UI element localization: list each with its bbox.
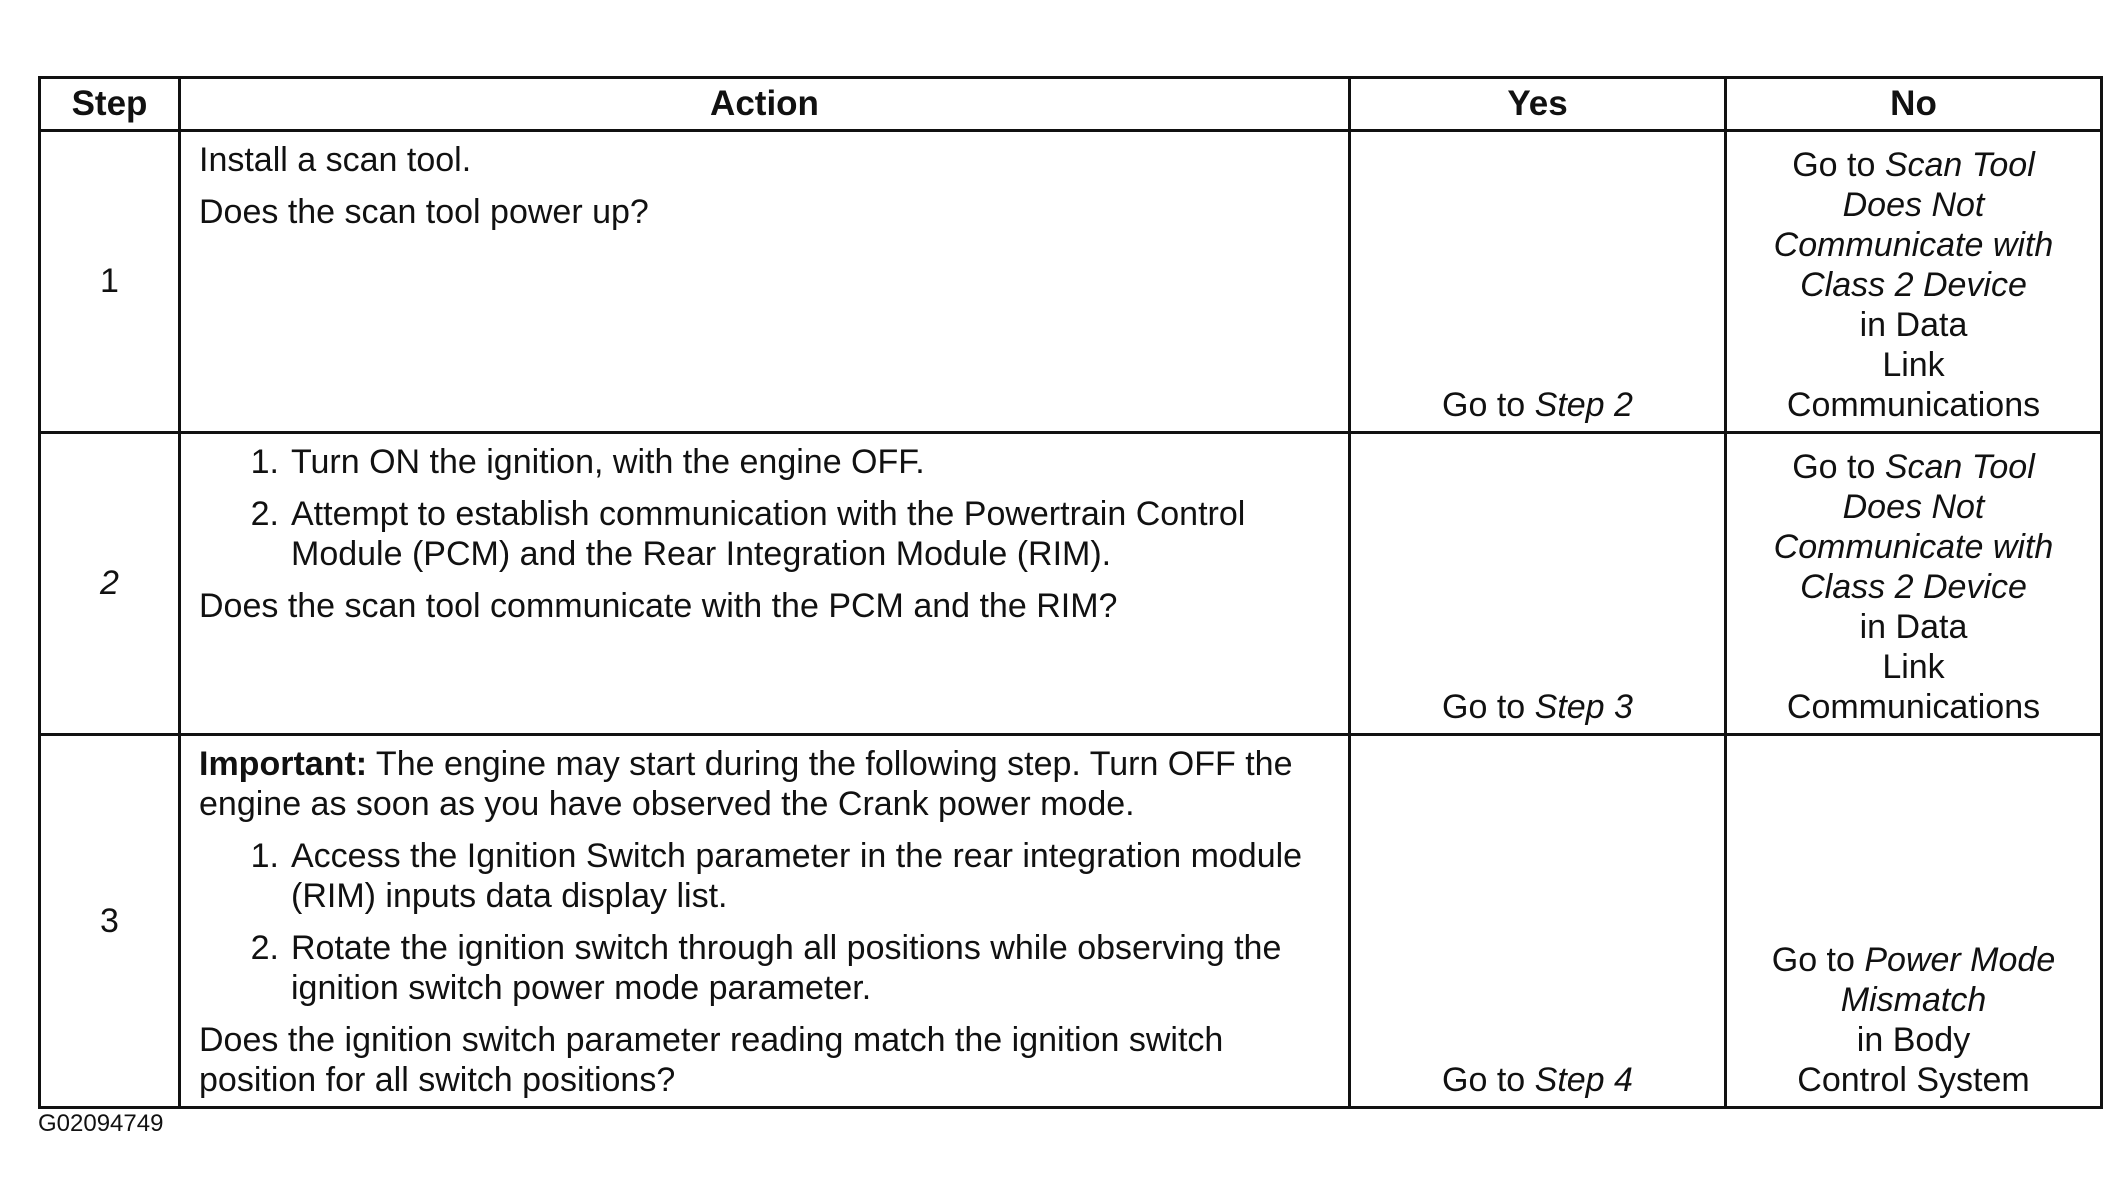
list-text: Rotate the ignition switch through all positions while observing the ignition switch power mode parameter. [291,929,1282,1007]
list-text: Attempt to establish communication with the Powertrain Control Module (PCM) and the Rear Integration Module (RIM). [291,495,1246,573]
action-question: Does the scan tool communicate with the PCM and the RIM? [199,587,1118,625]
no-suffix-line: Link [1882,346,1945,384]
no-prefix: Go to [1792,448,1885,486]
action-cell [180,735,1350,1108]
header-no: No [1726,78,2102,131]
no-ref-line: Scan Tool [1884,146,2035,184]
no-suffix-line: Communications [1786,688,2041,726]
yes-prefix: Go to [1442,1061,1535,1099]
list-item [199,494,1332,574]
no-ref-line: Does Not [1842,186,1985,224]
action-numbered-list [199,836,1332,1008]
no-ref-line: Power Mode [1864,941,2056,979]
important-text: The engine may start during the following step. Turn OFF the engine as soon as you have observed the Crank power mode. [199,745,1293,823]
no-cell [1726,433,2102,735]
no-prefix: Go to [1771,941,1865,979]
table-row [40,735,2102,1108]
step-number: 1 [40,131,180,433]
header-yes: Yes [1350,78,1726,131]
list-item [199,442,1332,482]
step-number: 3 [40,735,180,1108]
no-suffix-line: in Data [1859,306,1968,344]
yes-prefix: Go to [1442,688,1535,726]
list-item [199,836,1332,916]
no-cell [1726,131,2102,433]
diagnostic-table [38,76,2103,1109]
no-reference[interactable] [1737,447,2090,487]
no-reference[interactable] [1737,940,2090,980]
header-step: Step [40,78,180,131]
no-ref-line: Does Not [1842,488,1985,526]
yes-step-link[interactable]: Step 4 [1534,1061,1633,1099]
yes-prefix: Go to [1442,386,1535,424]
no-ref-line: Communicate with [1773,528,2054,566]
list-number: 2. [250,929,279,967]
no-ref-line: Scan Tool [1884,448,2035,486]
yes-cell [1350,433,1726,735]
yes-step-link[interactable]: Step 2 [1534,386,1633,424]
action-question: Does the scan tool power up? [199,193,649,231]
action-numbered-list [199,442,1332,574]
no-prefix: Go to [1792,146,1885,184]
no-reference[interactable] [1737,145,2090,185]
header-action: Action [180,78,1350,131]
action-cell [180,433,1350,735]
no-cell [1726,735,2102,1108]
step-number: 2 [40,433,180,735]
important-label: Important: [199,745,368,783]
list-number: 1. [250,837,279,875]
list-text: Turn ON the ignition, with the engine OFF. [291,443,925,481]
no-suffix-line: Link [1882,648,1945,686]
list-number: 1. [250,443,279,481]
no-suffix-line: in Body [1856,1021,1971,1059]
yes-step-link[interactable]: Step 3 [1534,688,1633,726]
no-ref-line: Communicate with [1773,226,2054,264]
no-suffix-line: Control System [1797,1061,2030,1099]
no-suffix-line: in Data [1859,608,1968,646]
action-cell [180,131,1350,433]
action-text: Install a scan tool. [199,141,472,179]
yes-cell [1350,735,1726,1108]
no-suffix-line: Communications [1786,386,2041,424]
table-row [40,433,2102,735]
list-number: 2. [250,495,279,533]
no-ref-line: Mismatch [1840,981,1987,1019]
no-ref-line: Class 2 Device [1800,266,2027,304]
list-text: Access the Ignition Switch parameter in the rear integration module (RIM) inputs data display list. [291,837,1303,915]
list-item [199,928,1332,1008]
action-question: Does the ignition switch parameter reading match the ignition switch position for all switch positions? [199,1021,1224,1099]
figure-id: G02094749 [38,1110,164,1137]
yes-cell [1350,131,1726,433]
important-note [199,744,1332,824]
no-ref-line: Class 2 Device [1800,568,2027,606]
table-row [40,131,2102,433]
table-header-row [40,78,2102,131]
